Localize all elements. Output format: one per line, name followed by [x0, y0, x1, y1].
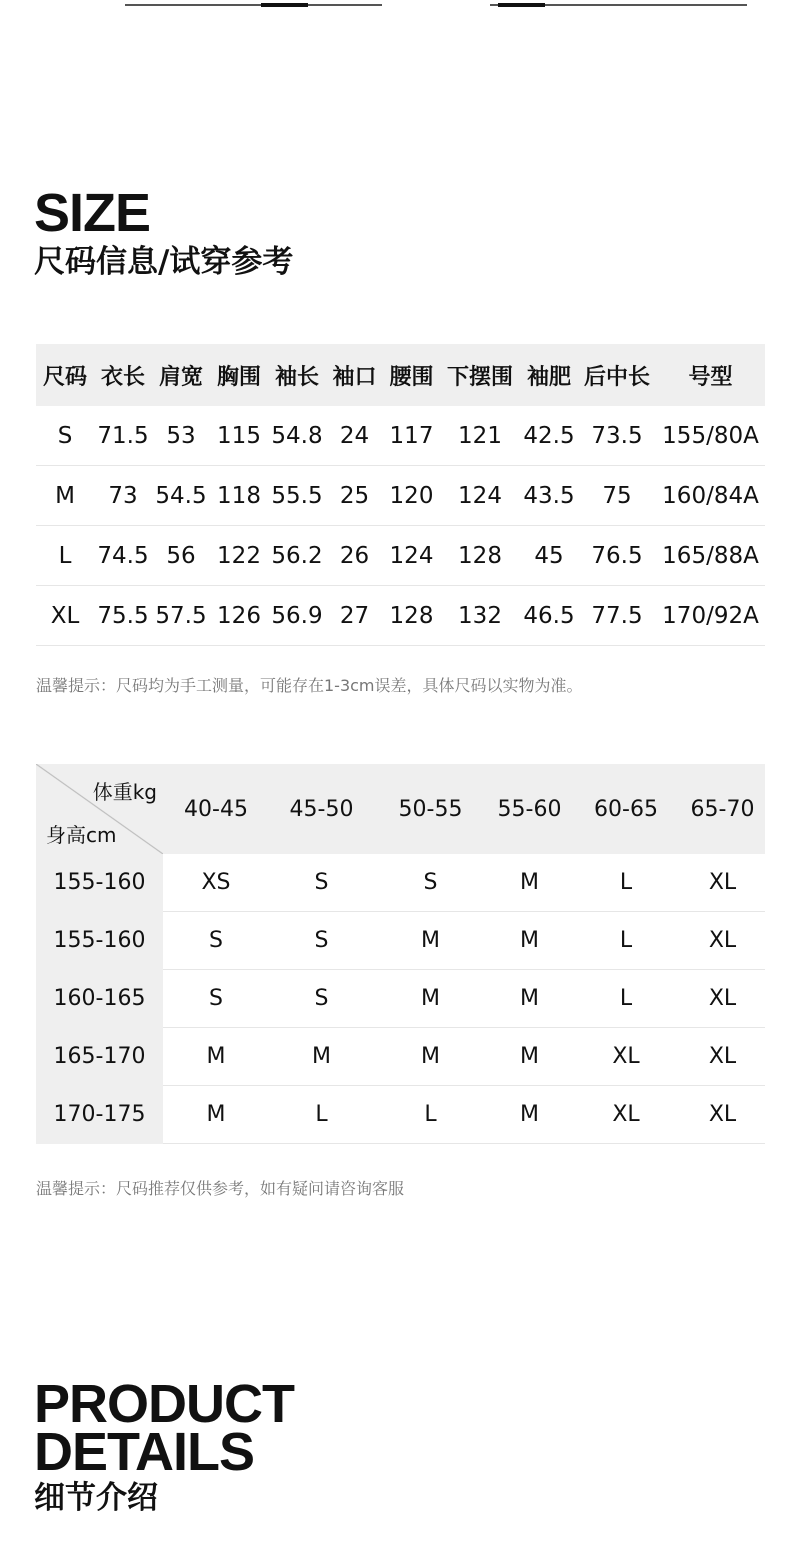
- recommend-note: 温馨提示：尺码推荐仅供参考，如有疑问请咨询客服: [36, 1179, 405, 1198]
- size-cell: 74.5: [94, 526, 152, 586]
- size-header-cell: 后中长: [578, 344, 656, 406]
- size-cell: 73.5: [578, 406, 656, 466]
- recommended-size-cell: M: [487, 1028, 572, 1086]
- recommended-size-cell: XL: [572, 1086, 680, 1144]
- table-row: [36, 406, 765, 466]
- size-cell: 27: [326, 586, 383, 646]
- size-cell: 71.5: [94, 406, 152, 466]
- height-axis-label: 身高cm: [46, 823, 117, 847]
- size-header-cell: 下摆围: [440, 344, 520, 406]
- size-cell: 24: [326, 406, 383, 466]
- table-row: [36, 526, 765, 586]
- size-cell: 75: [578, 466, 656, 526]
- size-header-cell: 胸围: [210, 344, 268, 406]
- weight-range-header: 45-50: [269, 764, 374, 854]
- recommended-size-cell: XL: [680, 970, 765, 1028]
- rec-table-header-row: [36, 764, 765, 854]
- size-cell: 115: [210, 406, 268, 466]
- size-cell: 56.9: [268, 586, 326, 646]
- details-title-line2: DETAILS: [34, 1422, 254, 1482]
- table-row: [36, 1028, 765, 1086]
- table-row: [36, 970, 765, 1028]
- weight-range-header: 55-60: [487, 764, 572, 854]
- size-cell: 75.5: [94, 586, 152, 646]
- top-divider-left: [125, 4, 382, 6]
- size-cell: 56.2: [268, 526, 326, 586]
- size-cell: S: [36, 406, 94, 466]
- size-cell: 155/80A: [656, 406, 765, 466]
- size-header-cell: 腰围: [383, 344, 440, 406]
- recommended-size-cell: S: [269, 854, 374, 912]
- size-cell: 57.5: [152, 586, 210, 646]
- recommended-size-cell: M: [487, 912, 572, 970]
- weight-range-header: 50-55: [374, 764, 487, 854]
- recommended-size-cell: S: [163, 912, 269, 970]
- size-table-body: [36, 406, 765, 646]
- recommended-size-cell: M: [487, 854, 572, 912]
- size-header-cell: 肩宽: [152, 344, 210, 406]
- size-header-cell: 袖肥: [520, 344, 578, 406]
- size-recommendation-table: [36, 764, 765, 1144]
- size-cell: 53: [152, 406, 210, 466]
- size-cell: 76.5: [578, 526, 656, 586]
- size-note: 温馨提示：尺码均为手工测量，可能存在1-3cm误差，具体尺码以实物为准。: [36, 676, 583, 695]
- size-cell: 122: [210, 526, 268, 586]
- height-range-cell: 155-160: [36, 854, 163, 912]
- top-divider-right: [490, 4, 747, 6]
- size-header-cell: 尺码: [36, 344, 94, 406]
- size-cell: 73: [94, 466, 152, 526]
- size-cell: 132: [440, 586, 520, 646]
- size-cell: 56: [152, 526, 210, 586]
- size-cell: 124: [440, 466, 520, 526]
- size-cell: M: [36, 466, 94, 526]
- size-cell: 118: [210, 466, 268, 526]
- size-subtitle: 尺码信息/试穿参考: [34, 244, 294, 280]
- recommended-size-cell: M: [163, 1086, 269, 1144]
- size-header-cell: 袖口: [326, 344, 383, 406]
- weight-range-header: 60-65: [572, 764, 680, 854]
- size-table-header-row: [36, 344, 765, 406]
- table-row: [36, 854, 765, 912]
- rec-corner-cell: [36, 764, 163, 854]
- size-chart-table: [36, 344, 765, 646]
- size-cell: 121: [440, 406, 520, 466]
- size-cell: 55.5: [268, 466, 326, 526]
- size-cell: 54.8: [268, 406, 326, 466]
- size-cell: 54.5: [152, 466, 210, 526]
- recommended-size-cell: S: [269, 970, 374, 1028]
- recommended-size-cell: M: [374, 912, 487, 970]
- size-cell: 43.5: [520, 466, 578, 526]
- recommended-size-cell: L: [572, 912, 680, 970]
- table-row: [36, 466, 765, 526]
- size-header-cell: 号型: [656, 344, 765, 406]
- recommended-size-cell: L: [374, 1086, 487, 1144]
- recommended-size-cell: XL: [680, 1028, 765, 1086]
- size-cell: 77.5: [578, 586, 656, 646]
- size-cell: 117: [383, 406, 440, 466]
- recommended-size-cell: L: [269, 1086, 374, 1144]
- details-title-line1: PRODUCT: [34, 1374, 294, 1434]
- top-divider-left-accent: [261, 3, 308, 7]
- size-cell: 25: [326, 466, 383, 526]
- table-row: [36, 586, 765, 646]
- recommended-size-cell: XL: [680, 912, 765, 970]
- size-header-cell: 衣长: [94, 344, 152, 406]
- height-range-cell: 170-175: [36, 1086, 163, 1144]
- recommended-size-cell: XS: [163, 854, 269, 912]
- height-range-cell: 165-170: [36, 1028, 163, 1086]
- recommended-size-cell: M: [163, 1028, 269, 1086]
- size-cell: 160/84A: [656, 466, 765, 526]
- size-cell: 128: [383, 586, 440, 646]
- size-cell: XL: [36, 586, 94, 646]
- size-cell: 124: [383, 526, 440, 586]
- size-cell: 126: [210, 586, 268, 646]
- size-cell: 128: [440, 526, 520, 586]
- recommended-size-cell: S: [163, 970, 269, 1028]
- weight-axis-label: 体重kg: [92, 780, 157, 804]
- weight-range-header: 40-45: [163, 764, 269, 854]
- recommended-size-cell: M: [374, 970, 487, 1028]
- recommended-size-cell: M: [269, 1028, 374, 1086]
- size-cell: 165/88A: [656, 526, 765, 586]
- rec-table-body: [36, 854, 765, 1144]
- size-cell: L: [36, 526, 94, 586]
- top-divider-right-accent: [498, 3, 545, 7]
- table-row: [36, 912, 765, 970]
- size-cell: 46.5: [520, 586, 578, 646]
- size-title: SIZE: [34, 183, 151, 243]
- recommended-size-cell: XL: [680, 854, 765, 912]
- recommended-size-cell: XL: [572, 1028, 680, 1086]
- weight-range-header: 65-70: [680, 764, 765, 854]
- table-row: [36, 1086, 765, 1144]
- recommended-size-cell: S: [269, 912, 374, 970]
- recommended-size-cell: L: [572, 970, 680, 1028]
- size-cell: 42.5: [520, 406, 578, 466]
- recommended-size-cell: L: [572, 854, 680, 912]
- recommended-size-cell: M: [487, 970, 572, 1028]
- height-range-cell: 160-165: [36, 970, 163, 1028]
- size-cell: 45: [520, 526, 578, 586]
- size-cell: 170/92A: [656, 586, 765, 646]
- recommended-size-cell: S: [374, 854, 487, 912]
- size-cell: 120: [383, 466, 440, 526]
- details-subtitle: 细节介绍: [34, 1480, 158, 1516]
- size-header-cell: 袖长: [268, 344, 326, 406]
- recommended-size-cell: M: [487, 1086, 572, 1144]
- recommended-size-cell: M: [374, 1028, 487, 1086]
- height-range-cell: 155-160: [36, 912, 163, 970]
- recommended-size-cell: XL: [680, 1086, 765, 1144]
- size-cell: 26: [326, 526, 383, 586]
